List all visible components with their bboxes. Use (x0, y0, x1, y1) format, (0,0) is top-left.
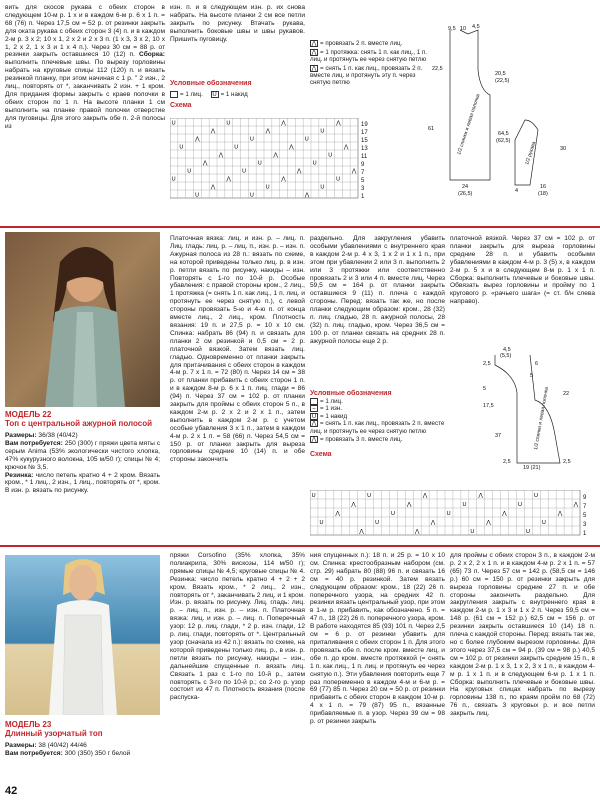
chart-symbol: U (518, 502, 523, 509)
dim-label: 5 (530, 373, 534, 379)
chart-symbol: U (328, 152, 333, 159)
dim-label: 2,5 (503, 459, 511, 465)
chart-row-number: 9 (583, 495, 587, 502)
model-22-info: МОДЕЛЬ 22 Топ с центральной ажурной полосой Размеры: 36/38 (40/42) Вам потребуется: 250 (300) г пряжи цвета мяты с серым Anima (53% экологически чистого хлопка, 47% кукурузного волокна, 105 м/50 г); спицы № 4; крючок № 3,5. Резинка: число петель кратно 4 + 2 кром. Вязать кром., * 1 лиц., 2 изн., 1 лиц., повторять от *, кром. В изн. р. вязать по рисунку. (5, 410, 160, 495)
chart-symbol: ⋀ (430, 520, 436, 527)
chart-symbol: ⋀ (351, 168, 357, 175)
chart-symbol: ⋀ (281, 176, 286, 183)
section-divider (0, 226, 600, 228)
chart-row-number: 19 (361, 122, 368, 129)
chart-symbol: ⋀ (210, 128, 216, 135)
legend-title: Условные обозначения (170, 80, 252, 87)
model-22-text-col2: Платочная вязка: лиц. и изн. р. – лиц. п. Лиц. гладь: лиц. р. – лиц. п., изн. р. – изн. п. Ажурная полоса из 28 п.: вязать по схеме, на которой приведены только лиц. р. в изн. р. петли вязать по рисунку, накиды – изн. Повторять с 1-го по 10-й р. Особые убавления: с правой стороны кром., 2 лиц., 1 протяжка (= снять 1 п. как лиц., 1 п. лиц. и протянуть ее через снятую п.), с левой стороны провязать 5-ю и 4-ю п. от конца вместе лиц., 2 лиц., кром. Плотность вязания: 19 п. и 27,5 р. = 10 х 10 см. Спинка: набрать 86 (94) п. и связать для планки 2 см резинкой и 0,5 см = 2 р. платочной вязкой. Затем вязать лиц. гладью. Одновременно от планки закрыть для притачивания с обеих сторон в каждом 4-м р. 7 х 1 п. = 72 (80) п. Через 14 см = 38 р. от планки прибавить с обеих сторон 1 п. и в каждом 8-м р. 6 х 1 п. лиц. глади = 86 (94) п. Через 37 см = 102 р. от планки закрыть для проймы с обеих сторон 5 п., в каждом 2-м р. 2 х 2 и 2 х 1 п., затем выполнить в каждом 2-м р. с учетом особые убавления 3 х 1 п., затем в каждом 4-м р. 2 х 1 п. = 58 (66) п. Через 54,5 см = 150 р. от планки закрыть для выреза горловины средние 10 (14) п. и обе стороны закончить (170, 235, 305, 464)
chart-symbol: ⋀ (573, 502, 579, 509)
chart-symbol: U (171, 120, 176, 127)
dim-label: 5 (483, 386, 487, 392)
chart-symbol: U (391, 511, 395, 518)
chart-symbol: U (367, 493, 372, 500)
chart-symbol: U (320, 184, 325, 191)
chart-symbol: U (187, 168, 192, 175)
k2tog-icon: ⋀ (311, 41, 317, 47)
chart-symbol: ⋀ (343, 144, 349, 151)
schematic-part-label: 1/2 спинки и левая полочка (456, 93, 482, 156)
chart-symbol: U (312, 160, 317, 167)
scheme-title: Схема (170, 102, 192, 110)
dim-label: (5,5) (500, 353, 512, 359)
model-23-text-col3: ния спущенных п.): 18 п. и 25 р. = 10 х 10 см. Спинка: крестообразным набором (см. стр. 29) набрать 80 (88) 96 п. и связать 16 см = 40 р. резинкой. Затем вязать следующим образом: кром., 18 (22) 26 п. поперечного узора, на средних 42 п. резинки вязать центральный узор, при этом в 1-м р. прибавить, как обозначено. 5 п. = 47 п., 18 (22) 26 п. поперечного узора, кром. В работе находятся 85 (93) 101 п. Через 2,5 см = 6 р. от резинки убавить для приталивания с обеих сторон 1 п. Для этого провязать обе п. после кром. вместе лиц. и обе п. до кром. вместе протяжкой (= снять 1 п. как лиц., 1 п. лиц. и протянуть ее через снятую п.). Эти убавления повторить еще 7 раз попеременно в каждом 4-м и 6-м р. = 69 (77) 85 п. Через 20 см = 50 р. от резинки прибавить с обеих сторон в каждом 10-м р. 4 х 1 п. = 79 (87) 95 п., вязанные прибавляемые п. в узор. Через 39 см = 98 р. от резинки закрыть (310, 552, 445, 726)
chart-row-number: 5 (583, 513, 587, 520)
chart-symbol: ⋀ (218, 152, 224, 159)
dim-label: 2,5 (483, 361, 491, 367)
chart-symbol: ⋀ (359, 529, 364, 536)
chart-symbol: U (319, 520, 324, 527)
chart-symbol: U (249, 192, 254, 199)
model-23-info: МОДЕЛЬ 23 Длинный узорчатый топ Размеры: 38 (40/42) 44/46 Вам потребуется: 300 (350) 350 г белой (5, 720, 160, 780)
chart-symbol: U (526, 529, 530, 536)
chart-symbol: U (265, 184, 270, 191)
chart-symbol: ⋀ (336, 120, 341, 127)
chart-row-number: 9 (361, 162, 365, 169)
chart-symbol: U (234, 144, 239, 151)
chart-row-number: 13 (361, 146, 368, 153)
model-23-photo (5, 555, 160, 715)
top-text-col1: вить для скосов рукава с обеих сторон в следующем 10-м р. 1 х и в каждом 6-м р. 6 х 1 п. = 68 (76) п. Через 17,5 см = 52 р. от резинки закрыть для оката рукава с обеих сторон 3 (4) п. и в каждом 2-м р. 3 х 2; 10 х 1, 2 х 2 и 2 х 3 п. (1 х 3, 3 х 2, 10 х 1, 2 х 2, 1 х 3 и 1 х 4 п.). Через 30 см = 88 р. от резинки закрыть оставшиеся 10 (12) п. Сборка: выполнить плечевые швы. По вырезу горловины набрать на круговые спицы 112 (120) п. и вязать резинкой планку, при этом начиная с 1 р. " 2 изн., 2 лиц., повторять от *, заканчивать 2 изн. + 1 кром. Для придания формы закрыть с краев полочки в обеих сторон по 1 п. На высоте планки 1 см выполнить на планке правой полочки отверстие для пуговицы. Для этого закрыть обе п. 2-й полосы из (5, 4, 165, 130)
chart-symbol: U (470, 529, 475, 536)
chart-symbol: ⋀ (265, 128, 271, 135)
page-number: 42 (5, 785, 18, 797)
chart-row-number: 3 (361, 186, 365, 193)
dim-label: 30 (560, 146, 567, 152)
dim-label: 6 (535, 361, 539, 367)
chart-symbol: U (541, 520, 546, 527)
top-legend-right: ⋀ = провязать 2 п. вместе лиц. ⋀ = 1 протяжка: снять 1 п. как лиц., 1 п. лиц. и протянуть ее через снятую петлю ⋀ = снять 1 п. как лиц., провязать 2 п. вместе лиц. и протянуть эту п. через снятую петлю (310, 40, 427, 87)
dim-label: 22 (563, 391, 570, 397)
schematic-part-label: 1/2 спинки и левая полочка (533, 386, 551, 451)
chart-symbol: ⋀ (414, 529, 420, 536)
chart-row-number: 5 (361, 178, 365, 185)
chart-row-number: 1 (361, 194, 365, 200)
knit-stitch-icon (310, 398, 318, 405)
chart-symbol: U (533, 493, 538, 500)
model-22-text-col4: платочной вязкой. Через 37 см = 102 р. от планки закрыть для выреза горловины средние 28 п. и убавить особыми убавлениями в каждом 4-м р. 3 (5) х, в каждом 2-м р. 5 х и в следующем 8-м р. 1 х 1 п. Сборка: выполнить плечевые и боковые швы. Обвязать вырез горловины и пройму по 1 кругового р. «рачьего шага» (= ст. б/н слева направо). (450, 235, 595, 306)
mid-knitting-chart (310, 490, 595, 538)
dim-label: (26,5) (458, 191, 473, 197)
k3tog-icon: ⋀ (311, 436, 317, 443)
chart-symbol: U (304, 136, 309, 143)
top-legend: Условные обозначения = 1 лиц. U = 1 накид Схема (170, 80, 310, 110)
chart-symbol: ⋀ (335, 511, 340, 518)
chart-symbol: U (446, 511, 451, 518)
schematic-2 (455, 345, 595, 470)
model-22-photo (5, 232, 160, 407)
chart-symbol: U (257, 160, 262, 167)
sk2p-icon: ⋀ (311, 66, 317, 73)
chart-symbol: U (336, 176, 341, 183)
chart-row-number: 1 (583, 531, 587, 538)
chart-symbol: ⋀ (406, 502, 412, 509)
knit-stitch-icon (170, 91, 178, 98)
chart-symbol: ⋀ (281, 120, 286, 127)
chart-symbol: U (195, 192, 200, 199)
chart-symbol: U (179, 144, 184, 151)
legend-title: Условные обозначения (310, 390, 392, 397)
dim-label: 24 (462, 184, 469, 190)
dim-label: 4,5 (472, 24, 480, 30)
yarn-over-icon: U (311, 413, 317, 420)
dim-label: 19 (21) (523, 465, 541, 470)
model-23-title: МОДЕЛЬ 23 (5, 720, 52, 729)
chart-symbol: ⋀ (502, 511, 507, 518)
yarn-over-icon: U (212, 92, 217, 98)
dim-label: 20,5 (495, 71, 506, 77)
chart-symbol: ⋀ (226, 176, 231, 183)
dim-label: 17,5 (483, 403, 494, 409)
dim-label: 37 (495, 433, 502, 439)
chart-symbol: U (320, 128, 325, 135)
dim-label: 22,5 (432, 66, 443, 72)
chart-symbol: U (375, 520, 380, 527)
purl-stitch-icon: – (310, 405, 318, 412)
model-23-text-col2: пряжи Corsofino (35% хлопка, 35% полиакрила, 30% вискозы, 114 м/50 г); прямые спицы № 4,5; круговые спицы № 4. Резинка: число петель кратно 4 + 2 + 2 кром. Вязать кром., * 2 лиц., 2 изн., повторять от *, заканчивать 2 лиц. и 1 кром. Изн. р. вязать по рисунку. Лиц. гладь: лиц. р. – лиц. п., изн. р. – изн. п. Платочная вязка: лиц. и изн. р. – лиц. п. Поперечный узор: 12 р. лиц. глади, * 2 р. изн. глади, 12 р. лиц. глади, повторять от *. Центральный узор (сначала из 42 п.): вязать по схеме, на которой приведены только лиц. р., в изн. р. петли вязать по рисунку, накиды – изн., дальнейшие спущенные п. вязать лиц. Связать 1 раз с 1-го по 10-й р., затем повторять с 3-го по 10-й р.; со 2-го р. узор состоит из 47 п. Плотность вязания (после распуска- (170, 552, 305, 702)
model-22-subtitle: Топ с центральной ажурной полосой (5, 419, 153, 428)
chart-symbol: U (249, 136, 254, 143)
dim-label: (22,5) (495, 78, 510, 84)
chart-symbol: ⋀ (304, 192, 310, 199)
model-22-text-col3: раздельно. Для закругления убавить особыми убавлениями с внутреннего края в каждом 2-м р. 4 х 3, 1 х 2 и 1 х 1 п., при этом при убавлении 2 или 3 п. выполнить 2 или 3 протяжки или соответственно провязать 2 и 3 или 4 п. вместе лиц. Через 59,5 см = 164 р. от планки закрыть оставшиеся 9 (11) п. плеча с каждой стороны. Перед: вязать так же, но после планки следующим образом: кром., 28 (32) п. лиц. гладью, 28 п. ажурной полосы, 28 (32) п. лиц. гладью, кром. Через 36,5 см = 100 р. от планки связать на средних 28 п. ажурной полосы еще 2 р. (310, 235, 445, 345)
chart-symbol: ⋀ (202, 160, 208, 167)
dim-label: (62,5) (496, 138, 511, 144)
chart-row-number: 15 (361, 138, 368, 145)
top-knitting-chart (170, 118, 370, 200)
schematic-part-label: 1/2 рукава (524, 140, 538, 166)
dim-label: 61 (428, 126, 435, 132)
chart-symbol: ⋀ (289, 144, 294, 151)
chart-symbol: ⋀ (557, 511, 563, 518)
dim-label: 64,5 (498, 131, 509, 137)
dim-label: (18) (538, 191, 548, 197)
ssk-icon: ⋀ (311, 50, 317, 57)
model-22-title: МОДЕЛЬ 22 (5, 410, 52, 419)
chart-row-number: 17 (361, 130, 368, 137)
chart-symbol: U (242, 168, 247, 175)
section-divider (0, 545, 600, 547)
scheme-title: Схема (310, 451, 332, 459)
chart-row-number: 3 (583, 522, 587, 529)
schematic-1 (420, 20, 595, 200)
chart-row-number: 7 (361, 170, 365, 177)
chart-symbol: U (226, 120, 231, 127)
dim-label: 9,5 (448, 26, 456, 32)
chart-symbol: ⋀ (351, 502, 356, 509)
chart-symbol: ⋀ (422, 493, 428, 500)
chart-symbol: U (311, 493, 316, 500)
chart-row-number: 11 (361, 154, 368, 161)
ssk-icon: ⋀ (311, 421, 317, 428)
chart-symbol: U (171, 176, 176, 183)
model-23-text-col4: для проймы с обеих сторон 3 п., в каждом 2-м р. 2 х 2, 2 х 1 п. и в каждом 4-м р. 2 х 1 п. = 57 (65) 73 п. Через 57 см = 142 р. (58,5 см = 146 р.) 60 см = 150 р. от резинки закрыть для выреза горловины средние 27 п. и обе стороны закончить раздельно. Для закругления закрыть с внутреннего края в каждом 2-м р. 1 х 3 и 1 х 2 п. Через 59,5 см = 148 р. (61 см = 152 р.) 62,5 см = 156 р. от резинки закрыть оставшиеся 10 (14) 18 п. плеча с каждой стороны. Перед: вязать так же, но с более глубоким вырезом горловины. Для этого через 37,5 см = 94 р. (39 см = 98 р.) 40,5 см = 102 р. от резинки закрыть средние 15 п., в каждом 2-м р. 1 х 3, 1 х 2, 3 х 1 п., в каждом 4-м р. 1 х 1 п. и в следующем 6-м р. 1 х 1 п. Сборка: выполнить плечевые и боковые швы. На круговых спицах набрать по вырезу горловины 138 п., по краям пройм по 68 (72) 76 п., связать 3 круговых р. и все петли закрыть лиц. (450, 552, 595, 718)
chart-symbol: ⋀ (296, 168, 302, 175)
chart-symbol: ⋀ (210, 184, 216, 191)
chart-row-number: 7 (583, 504, 587, 511)
top-text-col2: изн. п. и в следующем изн. р. их снова набрать. На высоте планки 2 см все петли закрыть по рисунку. Втачать рукава, выполнить боковые швы и швы рукавов. Пришить пуговицу. (170, 4, 305, 43)
model-23-subtitle: Длинный узорчатый топ (5, 729, 103, 738)
dim-label: 10 (460, 26, 467, 32)
dim-label: 2,5 (563, 459, 571, 465)
mid-legend: Условные обозначения = 1 лиц. – = 1 изн. U = 1 накид ⋀ = снять 1 п. как лиц., провязать 2 п. вместе лиц. и протянуть ее через снятую петлю ⋀ = провязать 3 п. вместе лиц. Схема (310, 390, 455, 459)
dim-label: 16 (540, 184, 547, 190)
chart-symbol: ⋀ (478, 493, 483, 500)
chart-symbol: ⋀ (486, 520, 491, 527)
chart-symbol: ⋀ (273, 152, 278, 159)
chart-symbol: U (462, 502, 467, 509)
dim-label: 4 (515, 188, 519, 194)
dim-label: 4,5 (503, 347, 511, 353)
chart-symbol: ⋀ (195, 136, 200, 143)
